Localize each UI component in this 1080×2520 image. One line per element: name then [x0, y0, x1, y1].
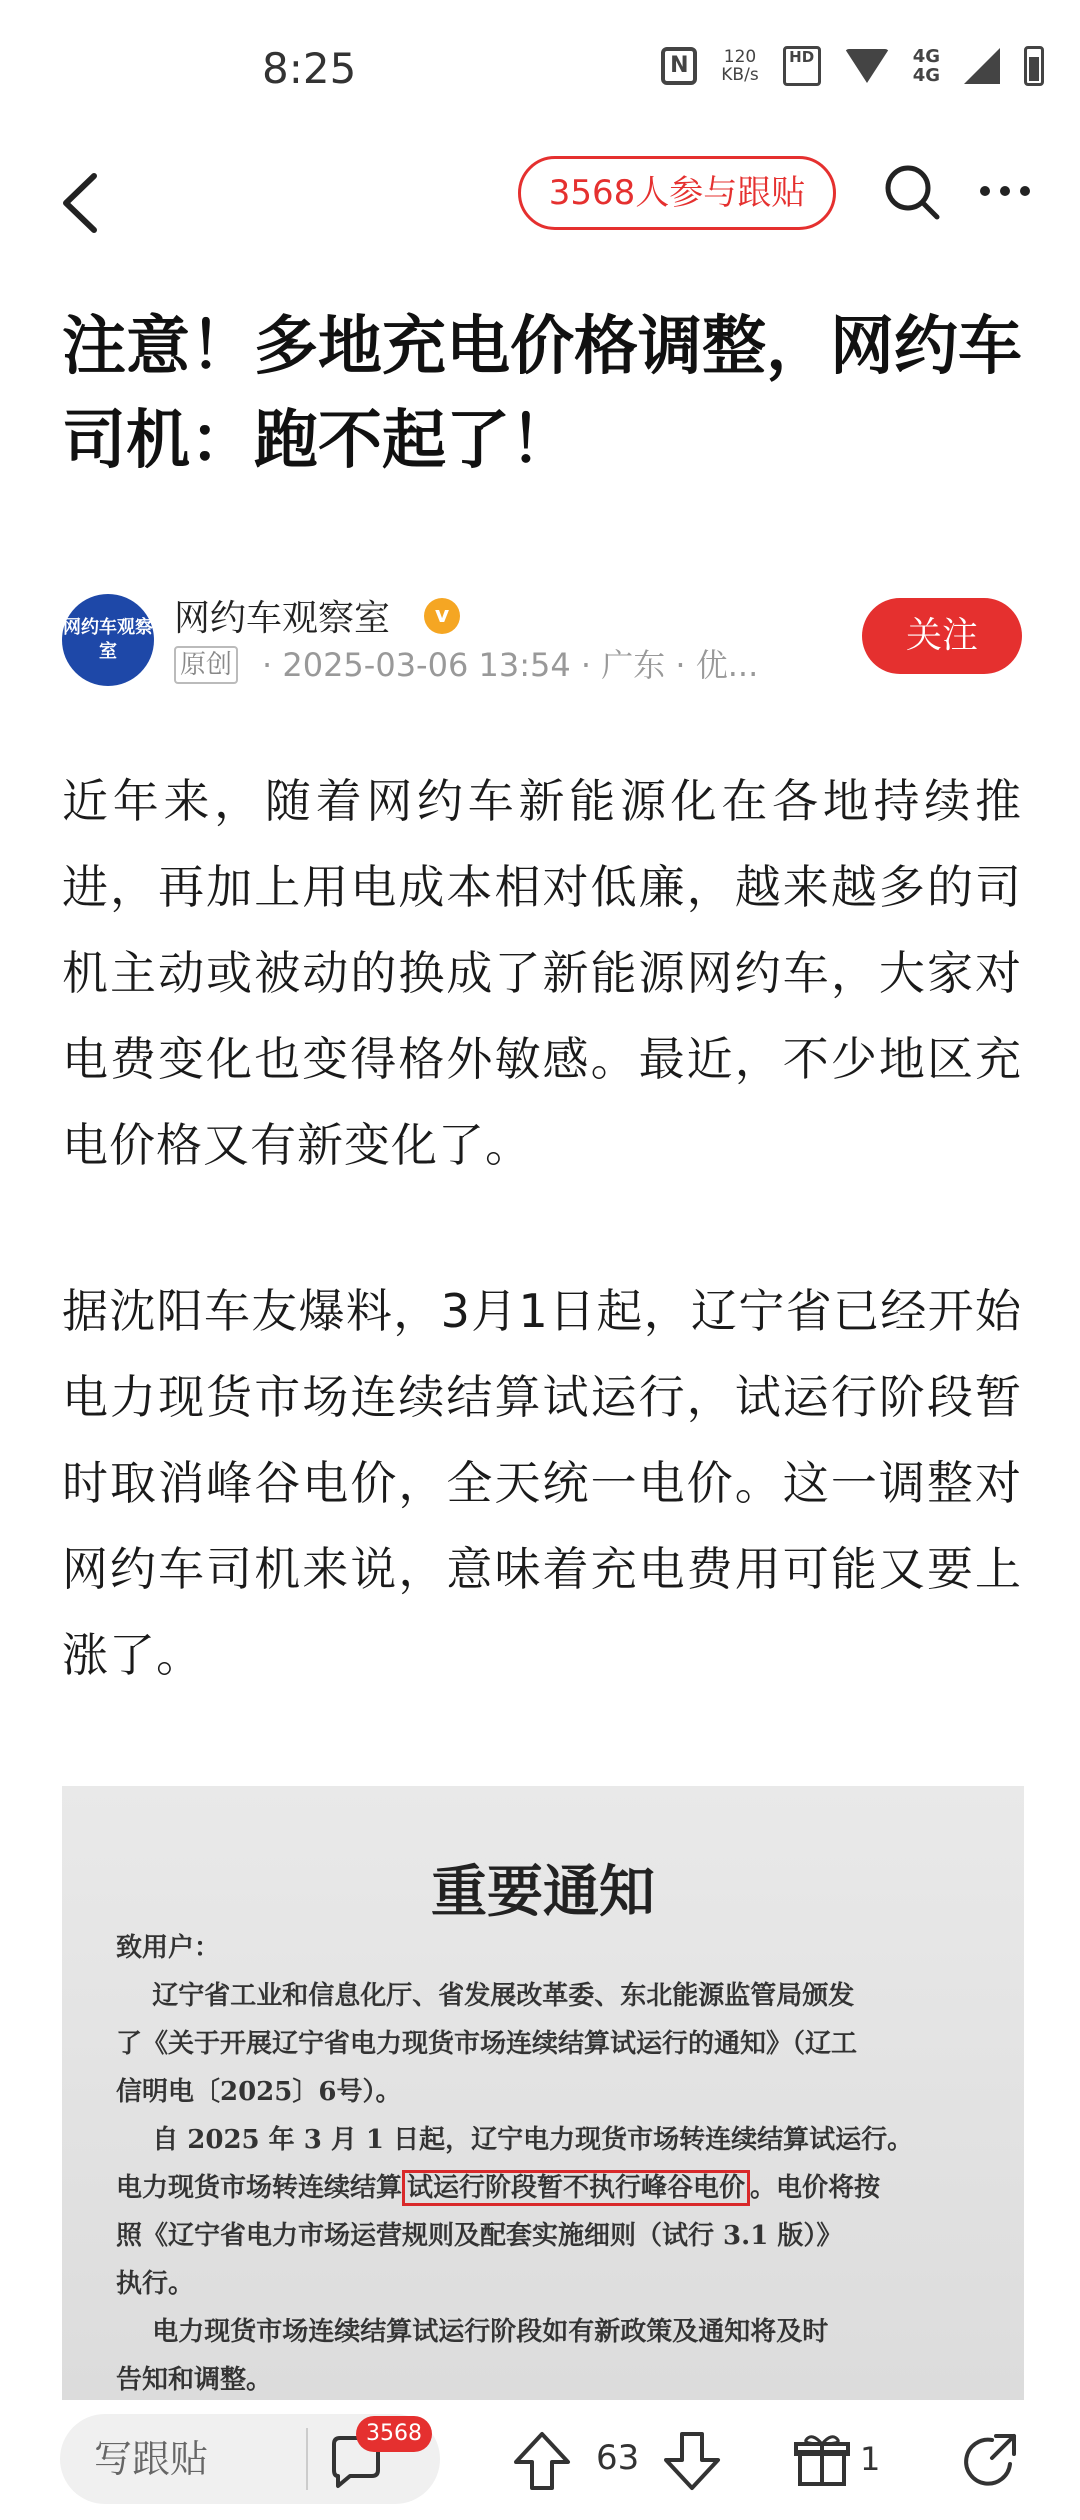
notice-line: 执行。 — [116, 2269, 195, 2299]
network-speed-unit: KB/s — [721, 65, 759, 85]
notice-line: 了《关于开展辽宁省电力现货市场连续结算试运行的通知》（辽工 — [116, 2029, 858, 2059]
downvote-icon[interactable] — [662, 2430, 722, 2492]
notice-line: 自 2025 年 3 月 1 日起，辽宁电力现货市场转连续结算试运行。 — [116, 2125, 914, 2155]
verified-badge-icon: v — [424, 598, 460, 634]
comment-count-badge: 3568 — [356, 2416, 432, 2452]
notice-line: 辽宁省工业和信息化厅、省发展改革委、东北能源监管局颁发 — [116, 1981, 855, 2011]
upvote-icon[interactable] — [512, 2430, 572, 2492]
network-speed — [721, 48, 758, 84]
article-meta: · 2025-03-06 13:54 · 广东 · 优... — [262, 646, 759, 684]
original-tag: 原创 — [174, 646, 238, 684]
notice-title: 重要通知 — [431, 1859, 655, 1925]
reply-divider — [306, 2428, 308, 2490]
gift-icon[interactable] — [792, 2430, 852, 2490]
notice-image[interactable] — [62, 1786, 1024, 2400]
paragraph-2: 据沈阳车友爆料，3月1日起，辽宁省已经开始电力现货市场连续结算试运行，试运行阶段暂时取消峰谷电价，全天统一电价。这一调整对网约车司机来说，意味着充电费用可能又要上涨了。 — [62, 1284, 1022, 1682]
status-time: 8:25 — [262, 44, 357, 93]
status-bar — [0, 0, 1080, 150]
nfc-icon: N — [661, 47, 697, 85]
participation-count-button[interactable]: 3568人参与跟贴 — [518, 156, 836, 230]
notice-line: 告知和调整。 — [116, 2365, 273, 2395]
vote-count: 63 — [596, 2438, 640, 2478]
paragraph-1: 近年来，随着网约车新能源化在各地持续推进，再加上用电成本相对低廉，越来越多的司机主动或被动的换成了新能源网约车，大家对电费变化也变得格外敏感。最近，不少地区充电价格又有新变化了。 — [62, 774, 1022, 1172]
article-title: 注意！多地充电价格调整，网约车司机：跑不起了！ — [62, 310, 1022, 478]
notice-body — [116, 1924, 996, 2400]
notice-line-part: 。电价将按 — [750, 2173, 881, 2203]
notice-line: 电力现货市场连续结算试运行阶段如有新政策及通知将及时 — [116, 2317, 829, 2347]
author-name[interactable]: 网约车观察室 — [174, 598, 391, 639]
notice-line: 照《辽宁省电力市场运营规则及配套实施细则（试行 3.1 版）》 — [116, 2221, 843, 2251]
share-icon[interactable] — [960, 2430, 1020, 2490]
wifi-icon — [845, 49, 889, 83]
network-type-top: 4G — [912, 46, 940, 67]
follow-button[interactable]: 关注 — [862, 598, 1022, 674]
notice-line: 致用户： — [116, 1933, 221, 1963]
search-icon[interactable] — [882, 162, 942, 222]
battery-icon — [1024, 46, 1044, 86]
author-row — [62, 590, 1022, 690]
signal-icon — [964, 48, 1000, 84]
network-speed-value: 120 — [723, 47, 757, 67]
gift-count: 1 — [860, 2440, 881, 2478]
back-icon[interactable] — [52, 168, 112, 238]
status-icons — [661, 46, 1044, 86]
bottom-bar — [0, 2400, 1080, 2520]
avatar[interactable]: 网约车观察室 — [62, 594, 154, 686]
notice-line: 信明电〔2025〕6号）。 — [116, 2077, 402, 2107]
network-type-bottom: 4G — [912, 65, 940, 86]
reply-input[interactable]: 写跟贴 — [60, 2414, 440, 2504]
more-icon[interactable] — [975, 176, 1035, 206]
hd-icon: HD — [783, 46, 821, 86]
notice-line-part: 电力现货市场转连续结算 — [116, 2173, 403, 2203]
notice-line — [116, 2164, 996, 2212]
notice-highlight: 试运行阶段暂不执行峰谷电价 — [402, 2170, 750, 2206]
network-type — [913, 47, 940, 85]
